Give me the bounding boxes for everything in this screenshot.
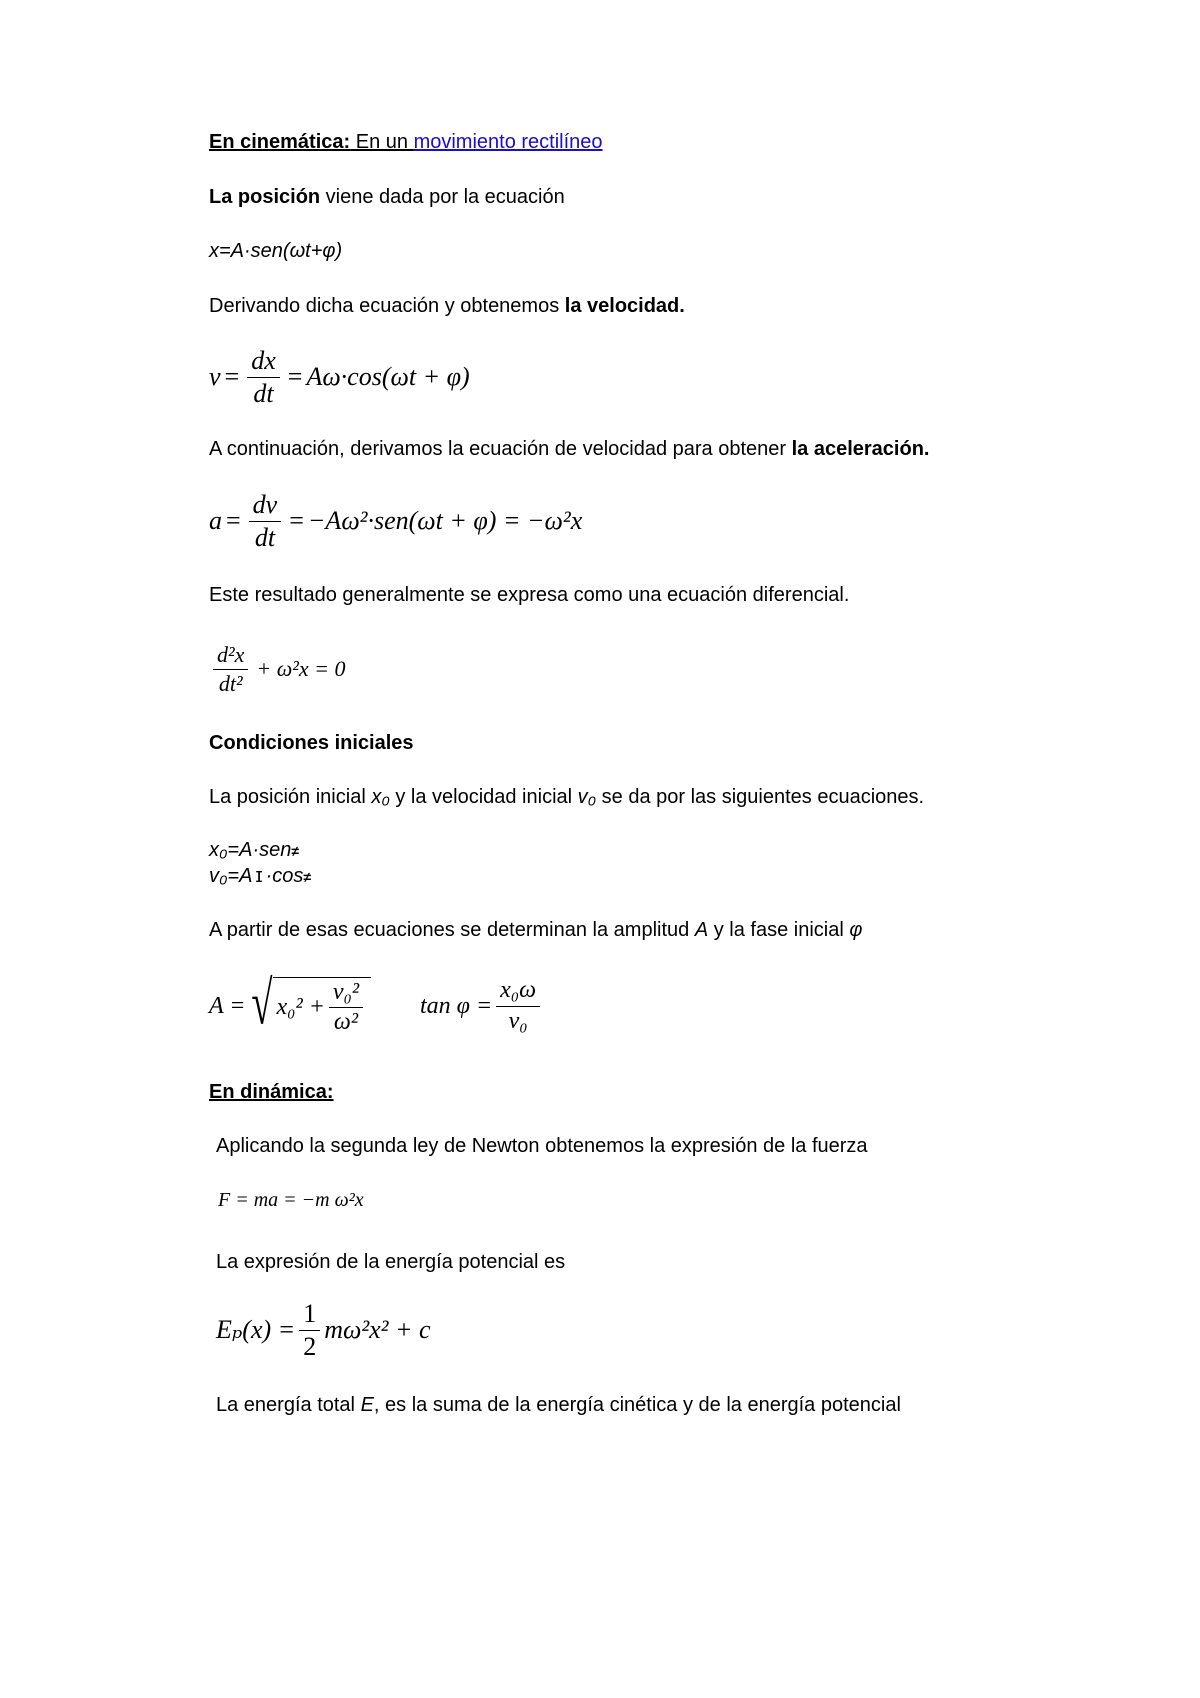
velocity-equation: v = $\frac{dx}{dt}$ = Aω·cos(ωt + φ) bbox=[209, 346, 470, 408]
velocity-eq-num: dx bbox=[247, 347, 280, 377]
amp-phi: φ bbox=[849, 919, 863, 941]
differential-line: Este resultado generalmente se expresa como una ecuación diferencial. bbox=[209, 584, 850, 606]
position-line bbox=[209, 185, 565, 209]
potential-eq-lhs: Eₚ(x) = bbox=[216, 1315, 296, 1344]
amp-eq-radicand-a: x₀² + bbox=[276, 994, 325, 1020]
tan-eq-num: x₀ω bbox=[496, 978, 540, 1006]
position-label: La posición bbox=[209, 186, 321, 208]
potential-eq-num: 1 bbox=[299, 1300, 320, 1330]
total-energy-text bbox=[216, 1393, 901, 1417]
ic-equation-line-2 bbox=[209, 864, 309, 889]
dynamics-heading: En dinámica: bbox=[209, 1081, 334, 1103]
tan-eq-fraction bbox=[496, 978, 540, 1033]
movimiento-rectilineo-link[interactable]: movimiento rectilíneo bbox=[413, 131, 603, 153]
ic-glitch-mid: ɪ bbox=[255, 865, 263, 887]
potential-eq-den: 2 bbox=[303, 1331, 317, 1361]
acceleration-text: A continuación, derivamos la ecuación de velocidad para obtener bbox=[209, 438, 792, 460]
initial-conditions-text bbox=[209, 785, 924, 809]
velocity-eq-lhs: v bbox=[209, 362, 221, 391]
amp-A: A bbox=[694, 919, 709, 941]
acceleration-equation: a = $\frac{dv}{dt}$ = −Aω²·sen(ωt + φ) = −ω²x bbox=[209, 490, 583, 552]
acceleration-eq-rhs: −Aω²·sen(ωt + φ) = −ω²x bbox=[307, 506, 583, 535]
ic-x0: x₀ bbox=[371, 786, 390, 808]
potential-eq-rhs: mω²x² + c bbox=[324, 1315, 431, 1344]
ic-glitch-2: ≠ bbox=[303, 869, 310, 885]
potential-text: La expresión de la energía potencial es bbox=[216, 1251, 566, 1273]
differential-equation bbox=[209, 634, 345, 704]
force-equation bbox=[218, 1185, 364, 1215]
velocity-eq-rhs: Aω·cos(ωt + φ) bbox=[306, 362, 470, 391]
ic-v0: v₀ bbox=[577, 786, 597, 808]
differential-eq-fraction bbox=[213, 643, 248, 694]
total-text-1: La energía total bbox=[216, 1394, 361, 1416]
kinematics-intro: En un bbox=[350, 131, 414, 153]
potential-equation bbox=[216, 1295, 431, 1365]
kinematics-line bbox=[209, 130, 603, 154]
position-equation: x=A·sen(ωt+φ) bbox=[209, 240, 343, 262]
acceleration-line bbox=[209, 437, 929, 461]
initial-conditions-heading: Condiciones iniciales bbox=[209, 732, 414, 754]
velocity-line bbox=[209, 294, 685, 318]
newton-text: Aplicando la segunda ley de Newton obtenemos la expresión de la fuerza bbox=[216, 1135, 868, 1157]
acceleration-eq-num: dv bbox=[249, 491, 282, 521]
amplitude-equation bbox=[209, 966, 371, 1046]
tan-eq-lhs: tan φ = bbox=[420, 992, 493, 1019]
amp-eq-sqrt: √ x₀² + $\frac{\text{v₀²}}{\text{ω²}}$ bbox=[251, 977, 371, 1035]
acceleration-eq-fraction bbox=[249, 491, 282, 551]
amp-text-1: A partir de esas ecuaciones se determinan la amplitud bbox=[209, 919, 695, 941]
velocity-label: la velocidad. bbox=[564, 295, 685, 317]
velocity-eq-den: dt bbox=[253, 378, 274, 408]
total-E: E bbox=[360, 1394, 374, 1416]
tan-phi-equation bbox=[420, 966, 544, 1046]
tan-eq-den: v₀ bbox=[508, 1007, 528, 1034]
amp-eq-fraction bbox=[329, 980, 363, 1035]
velocity-text: Derivando dicha ecuación y obtenemos bbox=[209, 295, 565, 317]
acceleration-label: la aceleración. bbox=[791, 438, 930, 460]
force-eq: F = ma = −m ω²x bbox=[218, 1188, 364, 1211]
amp-eq-lhs: A = bbox=[209, 992, 246, 1019]
amp-text-2: y la fase inicial bbox=[708, 919, 850, 941]
ic-glitch-1: ≠ bbox=[291, 843, 298, 859]
ic-equation-line-1 bbox=[209, 838, 297, 863]
differential-eq-num: d²x bbox=[213, 643, 248, 669]
ic-line2a: v₀=A bbox=[209, 865, 253, 887]
amp-eq-num: v₀² bbox=[329, 980, 363, 1008]
potential-eq-fraction bbox=[299, 1300, 320, 1360]
ic-line1: x₀=A·sen bbox=[209, 839, 292, 861]
kinematics-heading: En cinemática: bbox=[209, 131, 351, 153]
acceleration-eq-lhs: a bbox=[209, 506, 222, 535]
amp-eq-den: ω² bbox=[333, 1009, 359, 1035]
velocity-eq-fraction bbox=[247, 347, 280, 407]
acceleration-eq-den: dt bbox=[254, 522, 276, 552]
ic-text-1: La posición inicial bbox=[209, 786, 372, 808]
amplitude-text bbox=[209, 918, 862, 942]
ic-line2b: ·cos bbox=[265, 865, 304, 887]
total-text-2: , es la suma de la energía cinética y de la energía potencial bbox=[373, 1394, 901, 1416]
ic-text-2: y la velocidad inicial bbox=[389, 786, 578, 808]
differential-eq-rest: + ω²x = 0 bbox=[256, 656, 346, 681]
ic-text-3: se da por las siguientes ecuaciones. bbox=[596, 786, 925, 808]
differential-eq-den: dt² bbox=[218, 670, 243, 696]
position-text: viene dada por la ecuación bbox=[320, 186, 565, 208]
